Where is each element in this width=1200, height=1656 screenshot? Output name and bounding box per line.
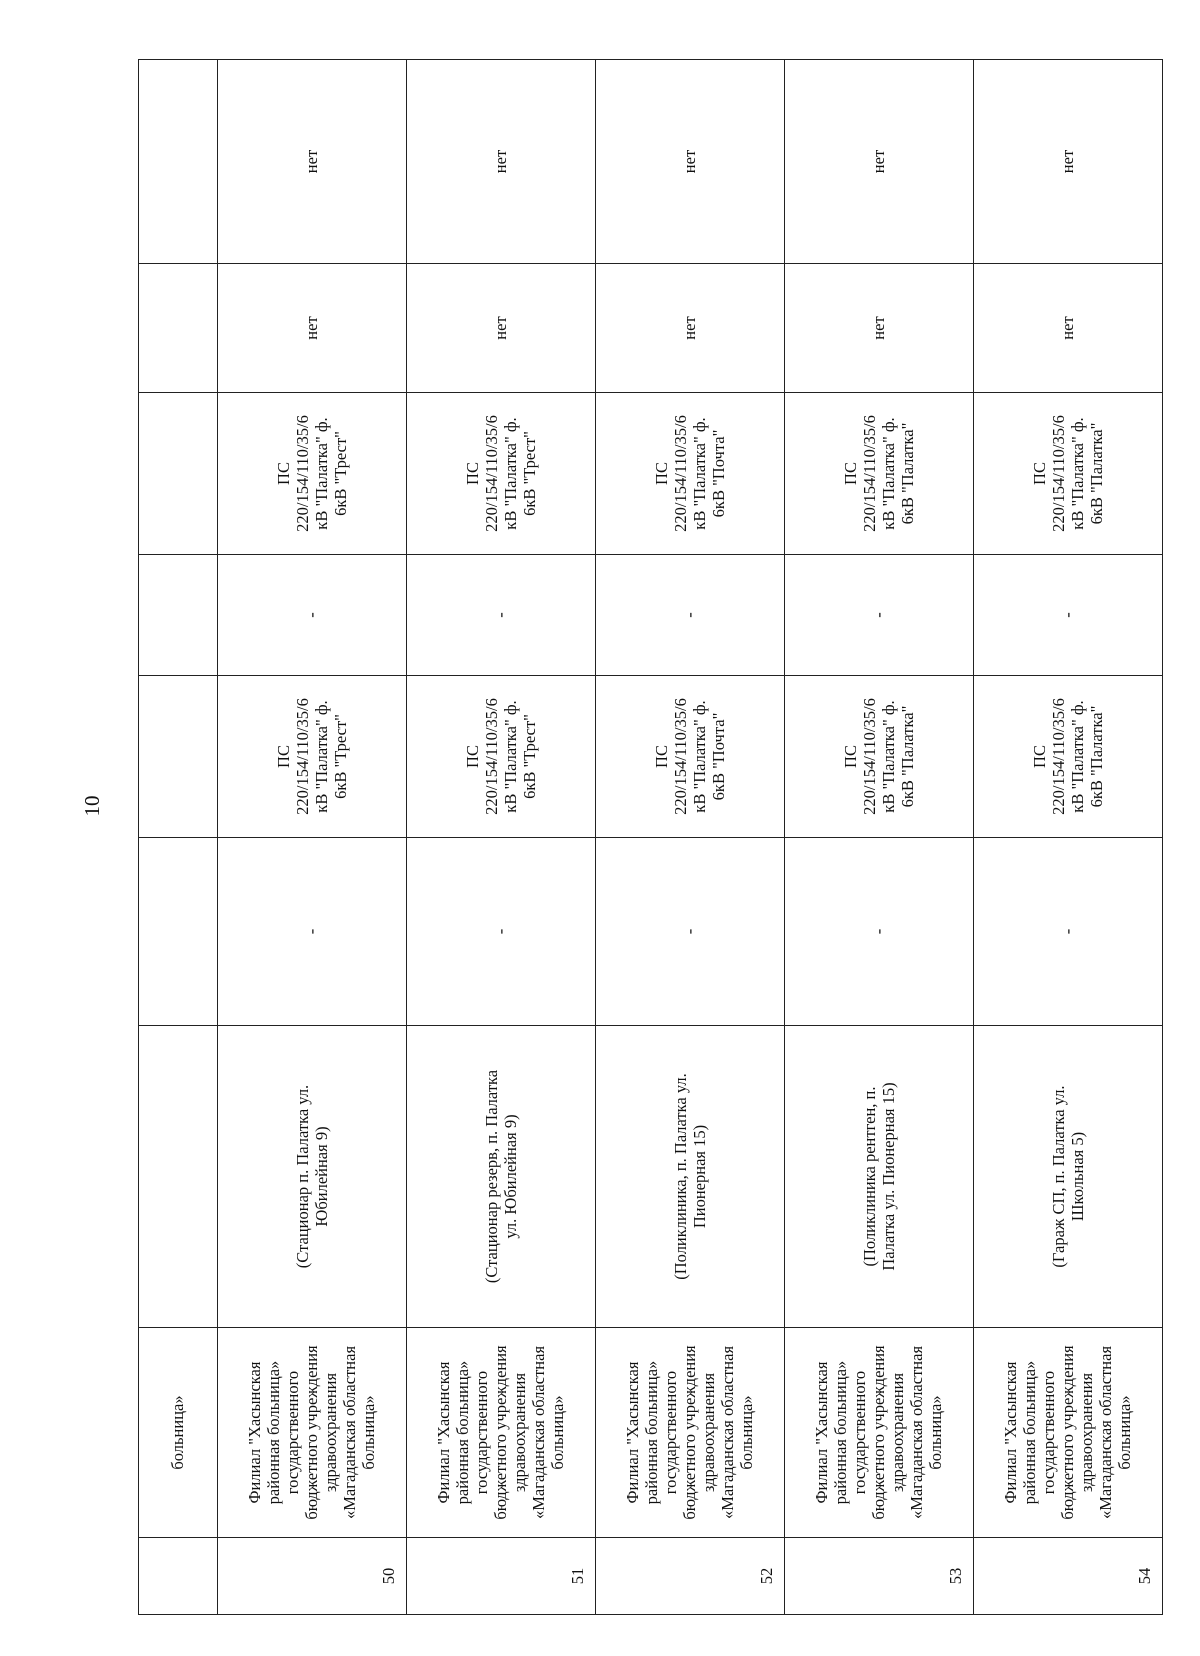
no-cell: нет — [595, 60, 784, 264]
organization-cell-line: государственного — [661, 1370, 681, 1495]
power-source-cell-line: 220/154/110/35/6 — [670, 698, 690, 815]
power-source-cell — [784, 393, 973, 555]
organization-cell — [784, 1328, 973, 1538]
object-cell — [217, 1026, 406, 1328]
dash-cell: - — [784, 555, 973, 676]
power-source-cell-line: 6кВ "Почта" — [708, 712, 728, 801]
organization-cell-line: «Магаданская областная — [907, 1345, 927, 1520]
dash-cell: - — [217, 555, 406, 676]
header-cell-c8 — [139, 60, 218, 264]
power-source-cell-line: кВ "Палатка" ф. — [689, 417, 709, 530]
no-cell: нет — [784, 264, 973, 393]
table-body — [217, 60, 1162, 1615]
header-cell-c3 — [139, 838, 218, 1026]
organization-cell-line: Филиал "Хасынская — [434, 1361, 454, 1504]
power-source-cell — [217, 393, 406, 555]
organization-cell-line: бюджетного учреждения — [680, 1345, 700, 1520]
object-cell-line: (Гараж СП, п. Палатка ул. — [1048, 1085, 1068, 1268]
organization-cell-line: больница» — [548, 1395, 568, 1470]
organization-cell-line: Филиал "Хасынская — [245, 1361, 265, 1504]
power-source-cell — [217, 676, 406, 838]
organization-cell — [217, 1328, 406, 1538]
organization-cell-line: «Магаданская областная — [718, 1345, 738, 1520]
object-cell-line: (Поликлиника рентген, п. — [859, 1086, 879, 1267]
object-cell — [595, 1026, 784, 1328]
organization-cell-line: Филиал "Хасынская — [1001, 1361, 1021, 1504]
power-source-cell-line: ПС — [462, 745, 482, 768]
organization-cell-line: бюджетного учреждения — [491, 1345, 511, 1520]
no-cell: нет — [406, 264, 595, 393]
table-rotation-frame — [138, 60, 1163, 1615]
dash-cell: - — [973, 838, 1162, 1026]
power-source-cell-line: кВ "Палатка" ф. — [878, 417, 898, 530]
power-source-cell-line: ПС — [462, 462, 482, 485]
header-cell-c7 — [139, 264, 218, 393]
row-number: 51 — [406, 1538, 595, 1615]
power-source-cell-line: ПС — [273, 462, 293, 485]
power-source-cell — [595, 676, 784, 838]
power-source-cell-line: 220/154/110/35/6 — [292, 415, 312, 532]
table-row — [406, 60, 595, 1615]
power-source-cell-line: 6кВ "Почта" — [708, 429, 728, 518]
organization-cell — [595, 1328, 784, 1538]
power-source-cell — [406, 393, 595, 555]
organization-cell-line: больница» — [359, 1395, 379, 1470]
no-cell: нет — [973, 264, 1162, 393]
power-source-cell-line: 6кВ "Палатка" — [897, 422, 917, 525]
organization-cell-line: государственного — [850, 1370, 870, 1495]
organization-cell-line: здравоохранения — [510, 1372, 530, 1493]
dash-cell: - — [406, 555, 595, 676]
table-row — [595, 60, 784, 1615]
continuation-header-row — [139, 60, 218, 1615]
organization-cell-line: здравоохранения — [699, 1372, 719, 1493]
no-cell: нет — [784, 60, 973, 264]
organization-cell-line: бюджетного учреждения — [302, 1345, 322, 1520]
power-source-cell-line: 6кВ "Трест" — [519, 431, 539, 516]
power-source-cell — [973, 676, 1162, 838]
organization-cell-line: здравоохранения — [1077, 1372, 1097, 1493]
table-row — [217, 60, 406, 1615]
power-source-cell-line: 6кВ "Трест" — [330, 431, 350, 516]
organization-cell — [973, 1328, 1162, 1538]
organization-cell-line: районная больница» — [1020, 1360, 1040, 1505]
row-number: 54 — [973, 1538, 1162, 1615]
object-cell-line: Пионерная 15) — [689, 1124, 709, 1229]
row-number: 52 — [595, 1538, 784, 1615]
power-source-cell-line: ПС — [651, 745, 671, 768]
power-source-cell — [595, 393, 784, 555]
no-cell: нет — [217, 60, 406, 264]
dash-cell: - — [784, 838, 973, 1026]
object-cell-line: (Поликлиника, п. Палатка ул. — [670, 1073, 690, 1280]
organization-cell-line: больница» — [737, 1395, 757, 1470]
power-source-cell-line: ПС — [1029, 745, 1049, 768]
power-source-cell-line: 220/154/110/35/6 — [859, 415, 879, 532]
table-row — [784, 60, 973, 1615]
organization-cell-line: бюджетного учреждения — [869, 1345, 889, 1520]
power-source-cell-line: ПС — [840, 745, 860, 768]
power-source-cell — [406, 676, 595, 838]
no-cell: нет — [973, 60, 1162, 264]
power-source-cell — [784, 676, 973, 838]
organization-cell-line: больница» — [926, 1395, 946, 1470]
row-number: 53 — [784, 1538, 973, 1615]
organization-cell-line: государственного — [472, 1370, 492, 1495]
power-source-cell-line: ПС — [1029, 462, 1049, 485]
header-cell-object — [139, 1026, 218, 1328]
organization-cell-line: Филиал "Хасынская — [812, 1361, 832, 1504]
power-source-cell-line: 6кВ "Палатка" — [1086, 422, 1106, 525]
object-cell — [973, 1026, 1162, 1328]
object-cell — [406, 1026, 595, 1328]
power-source-cell-line: кВ "Палатка" ф. — [689, 700, 709, 813]
header-cell-num — [139, 1538, 218, 1615]
dash-cell: - — [595, 838, 784, 1026]
power-source-cell-line: кВ "Палатка" ф. — [311, 417, 331, 530]
no-cell: нет — [406, 60, 595, 264]
power-source-cell-line: 220/154/110/35/6 — [859, 698, 879, 815]
power-source-cell-line: 6кВ "Трест" — [330, 714, 350, 799]
power-source-cell-line: 220/154/110/35/6 — [481, 415, 501, 532]
power-source-cell-line: ПС — [840, 462, 860, 485]
header-cell-source1 — [139, 676, 218, 838]
object-cell — [784, 1026, 973, 1328]
organization-cell-line: «Магаданская областная — [529, 1345, 549, 1520]
power-source-cell-line: кВ "Палатка" ф. — [1067, 417, 1087, 530]
dash-cell: - — [217, 838, 406, 1026]
page-number: 10 — [79, 795, 104, 817]
table-row — [973, 60, 1162, 1615]
power-source-cell-line: кВ "Палатка" ф. — [500, 417, 520, 530]
power-source-cell — [973, 393, 1162, 555]
object-cell-line: Юбилейная 9) — [311, 1126, 331, 1227]
power-source-cell-line: 220/154/110/35/6 — [1048, 415, 1068, 532]
power-source-cell-line: 6кВ "Трест" — [519, 714, 539, 799]
power-source-cell-line: кВ "Палатка" ф. — [878, 700, 898, 813]
row-number: 50 — [217, 1538, 406, 1615]
dash-cell: - — [406, 838, 595, 1026]
organization-cell-line: Филиал "Хасынская — [623, 1361, 643, 1504]
organization-cell-line: районная больница» — [453, 1360, 473, 1505]
organization-cell-line: районная больница» — [264, 1360, 284, 1505]
organization-cell-line: государственного — [1039, 1370, 1059, 1495]
power-source-cell-line: 6кВ "Палатка" — [897, 705, 917, 808]
no-cell: нет — [217, 264, 406, 393]
object-cell-line: Палатка ул. Пионерная 15) — [878, 1082, 898, 1271]
power-source-cell-line: 6кВ "Палатка" — [1086, 705, 1106, 808]
power-source-cell-line: кВ "Палатка" ф. — [311, 700, 331, 813]
organization-cell-line: «Магаданская областная — [340, 1345, 360, 1520]
organization-cell — [406, 1328, 595, 1538]
power-source-cell-line: ПС — [273, 745, 293, 768]
power-source-cell-line: 220/154/110/35/6 — [481, 698, 501, 815]
object-cell-line: (Стационар резерв, п. Палатка — [481, 1069, 501, 1284]
organization-cell-line: «Магаданская областная — [1096, 1345, 1116, 1520]
object-cell-line: Школьная 5) — [1067, 1131, 1087, 1222]
header-cell-c5 — [139, 555, 218, 676]
consumers-table — [138, 59, 1163, 1615]
header-cell-source2 — [139, 393, 218, 555]
dash-cell: - — [595, 555, 784, 676]
no-cell: нет — [595, 264, 784, 393]
power-source-cell-line: ПС — [651, 462, 671, 485]
organization-cell-line: бюджетного учреждения — [1058, 1345, 1078, 1520]
power-source-cell-line: 220/154/110/35/6 — [292, 698, 312, 815]
organization-cell-line: государственного — [283, 1370, 303, 1495]
organization-cell-line: здравоохранения — [321, 1372, 341, 1493]
object-cell-line: (Стационар п. Палатка ул. — [292, 1084, 312, 1269]
power-source-cell-line: 220/154/110/35/6 — [1048, 698, 1068, 815]
organization-cell-line: здравоохранения — [888, 1372, 908, 1493]
power-source-cell-line: 220/154/110/35/6 — [670, 415, 690, 532]
power-source-cell-line: кВ "Палатка" ф. — [500, 700, 520, 813]
object-cell-line: ул. Юбилейная 9) — [500, 1114, 520, 1239]
dash-cell: - — [973, 555, 1162, 676]
landscape-table-container — [138, 60, 1163, 1615]
organization-cell-line: районная больница» — [831, 1360, 851, 1505]
organization-cell-line: районная больница» — [642, 1360, 662, 1505]
header-cell-org: больница» — [139, 1328, 218, 1538]
organization-cell-line: больница» — [1115, 1395, 1135, 1470]
power-source-cell-line: кВ "Палатка" ф. — [1067, 700, 1087, 813]
